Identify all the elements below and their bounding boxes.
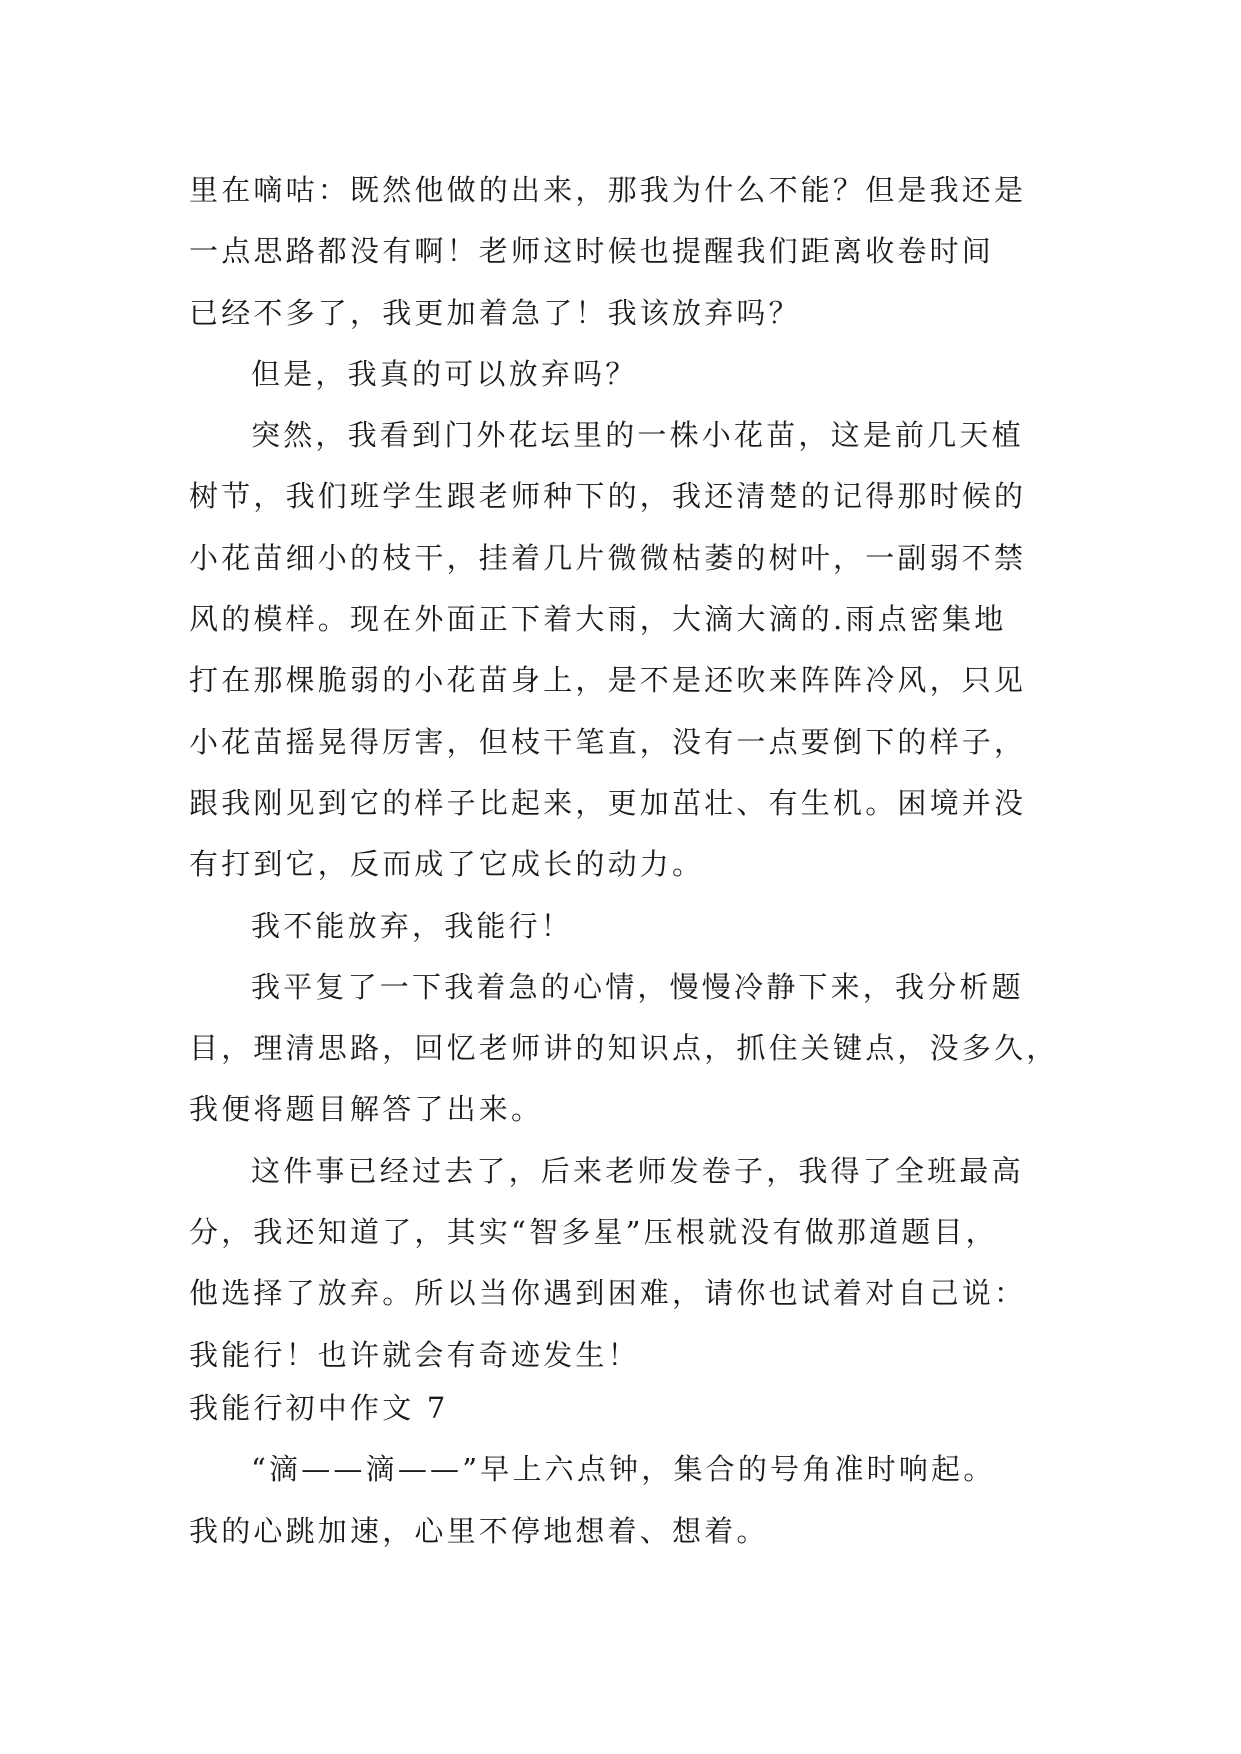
text-line: 突然，我看到门外花坛里的一株小花苗，这是前几天植	[251, 418, 1024, 453]
text-line: 这件事已经过去了，后来老师发卷子，我得了全班最高	[251, 1153, 1024, 1188]
text-line: 我的心跳加速，心里不停地想着、想着。	[189, 1513, 769, 1548]
text-line: 跟我刚见到它的样子比起来，更加茁壮、有生机。困境并没	[189, 785, 1027, 820]
text-line: 我便将题目解答了出来。	[189, 1092, 544, 1127]
text-line: 已经不多了，我更加着急了！我该放弃吗？	[189, 295, 801, 330]
text-line: 树节，我们班学生跟老师种下的，我还清楚的记得那时候的	[189, 479, 1027, 514]
text-line: 小花苗细小的枝干，挂着几片微微枯萎的树叶，一副弱不禁	[189, 540, 1027, 575]
text-line: “滴——滴——”早上六点钟，集合的号角准时响起。	[251, 1452, 996, 1487]
text-line: 一点思路都没有啊！老师这时候也提醒我们距离收卷时间	[189, 234, 995, 269]
text-line: 我能行！也许就会有奇迹发生！	[189, 1337, 640, 1372]
text-line: 里在嘀咕：既然他做的出来，那我为什么不能？但是我还是	[189, 173, 1027, 207]
next-section	[189, 1378, 1064, 1562]
text-line: 有打到它，反而成了它成长的动力。	[189, 847, 705, 882]
text-line: 他选择了放弃。所以当你遇到困难，请你也试着对自己说：	[189, 1276, 1027, 1311]
text-line: 分，我还知道了，其实“智多星”压根就没有做那道题目，	[189, 1215, 998, 1250]
text-line: 但是，我真的可以放弃吗？	[251, 356, 638, 391]
text-line: 目，理清思路，回忆老师讲的知识点，抓住关键点，没多久，	[189, 1031, 1059, 1066]
text-line: 风的模样。现在外面正下着大雨，大滴大滴的.雨点密集地	[189, 602, 1007, 637]
essay-body	[189, 160, 1064, 1386]
section-title: 我能行初中作文 7	[189, 1391, 449, 1425]
text-line: 我不能放弃，我能行！	[251, 908, 574, 943]
text-line: 小花苗摇晃得厉害，但枝干笔直，没有一点要倒下的样子，	[189, 724, 1027, 759]
text-line: 我平复了一下我着急的心情，慢慢冷静下来，我分析题	[251, 969, 1024, 1004]
text-line: 打在那棵脆弱的小花苗身上，是不是还吹来阵阵冷风，只见	[189, 663, 1027, 698]
